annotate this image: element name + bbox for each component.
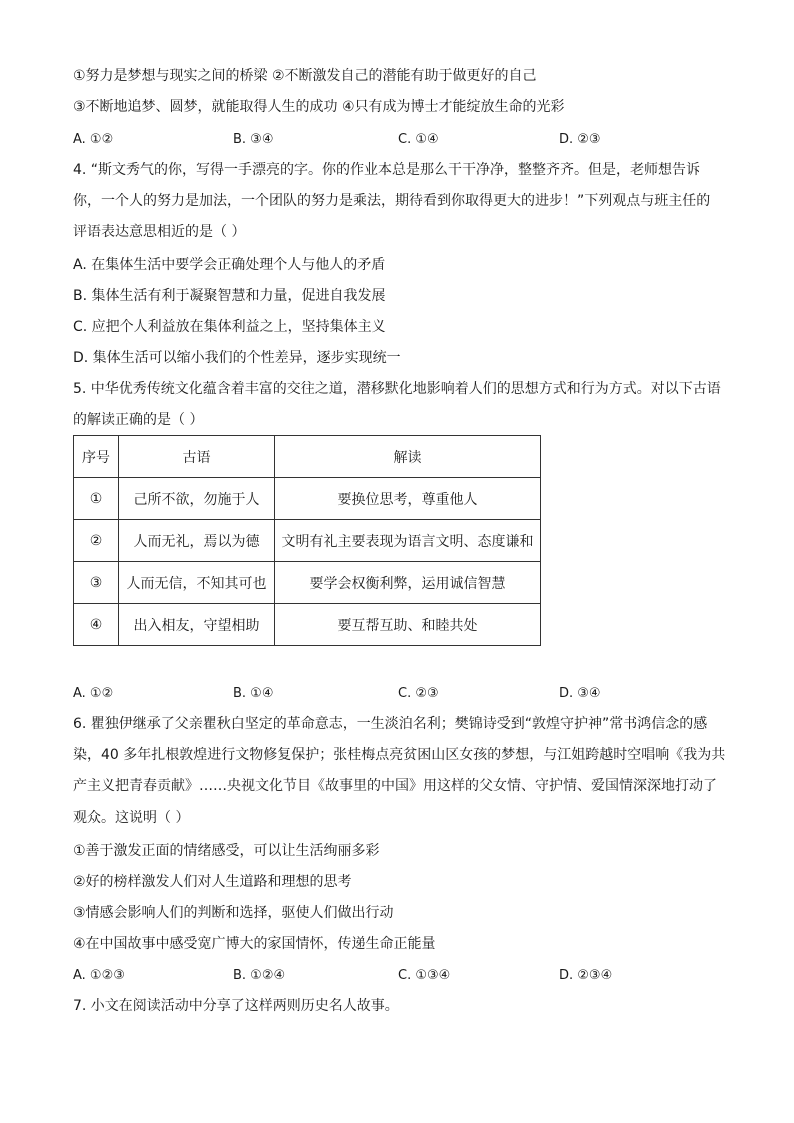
- q6-stem-line-2: 染，40 多年扎根敦煌进行文物修复保护；张桂梅点亮贫困山区女孩的梦想，与江姐跨越时空唱响《我为共: [73, 747, 726, 763]
- q5-option-c: C. ②③: [398, 686, 439, 701]
- q5-option-a: A. ①②: [73, 686, 114, 701]
- table-cell: 人而无信，不知其可也: [119, 562, 275, 604]
- table-cell: ③: [74, 562, 119, 604]
- q3-option-a: A. ①②: [73, 132, 114, 147]
- table-cell: 要学会权衡利弊，运用诚信智慧: [275, 562, 541, 604]
- q4-choice-d: D. 集体生活可以缩小我们的个性差异，逐步实现统一: [73, 350, 401, 366]
- q4-stem-line-3: 评语表达意思相近的是（ ）: [73, 224, 246, 240]
- table-cell: ④: [74, 604, 119, 646]
- table-cell: 出入相友，守望相助: [119, 604, 275, 646]
- q5-option-d: D. ③④: [559, 686, 601, 701]
- q6-option-b: B. ①②④: [233, 968, 286, 983]
- table-cell: 要互帮互助、和睦共处: [275, 604, 541, 646]
- q6-statement-2: ②好的榜样激发人们对人生道路和理想的思考: [73, 874, 352, 890]
- q3-statements-line-2: ③不断地追梦、圆梦，就能取得人生的成功 ④只有成为博士才能绽放生命的光彩: [73, 99, 565, 115]
- q7-stem: 7. 小文在阅读活动中分享了这样两则历史名人故事。: [73, 998, 399, 1014]
- table-cell: 要换位思考，尊重他人: [275, 478, 541, 520]
- table-header-cell: 解读: [275, 436, 541, 478]
- table-cell: 己所不欲，勿施于人: [119, 478, 275, 520]
- q3-option-c: C. ①④: [398, 132, 439, 147]
- q6-statement-4: ④在中国故事中感受宽广博大的家国情怀，传递生命正能量: [73, 936, 436, 952]
- table-row: [74, 478, 541, 520]
- q6-statement-1: ①善于激发正面的情绪感受，可以让生活绚丽多彩: [73, 843, 380, 859]
- table-cell: 文明有礼主要表现为语言文明、态度谦和: [275, 520, 541, 562]
- table-header-cell: 序号: [74, 436, 119, 478]
- q5-stem-line-1: 5. 中华优秀传统文化蕴含着丰富的交往之道，潜移默化地影响着人们的思想方式和行为方式。对以下古语: [73, 381, 721, 397]
- q4-stem-line-2: 你，一个人的努力是加法，一个团队的努力是乘法，期待看到你取得更大的进步！”下列观点与班主任的: [73, 193, 711, 209]
- table-cell: ②: [74, 520, 119, 562]
- table-cell: 人而无礼，焉以为德: [119, 520, 275, 562]
- table-row: [74, 562, 541, 604]
- q3-option-b: B. ③④: [233, 132, 274, 147]
- q6-option-d: D. ②③④: [559, 968, 613, 983]
- table-cell: ①: [74, 478, 119, 520]
- q3-statements-line-1: ①努力是梦想与现实之间的桥梁 ②不断激发自己的潜能有助于做更好的自己: [73, 68, 537, 84]
- table-row: [74, 520, 541, 562]
- q4-stem-line-1: 4. “斯文秀气的你，写得一手漂亮的字。你的作业本总是那么干干净净，整整齐齐。但是，老师想告诉: [73, 162, 701, 178]
- q4-choice-a: A. 在集体生活中要学会正确处理个人与他人的矛盾: [73, 257, 386, 273]
- table-header-cell: 古语: [119, 436, 275, 478]
- q5-table: [73, 435, 541, 646]
- q6-stem-line-3: 产主义把青春贡献》……央视文化节目《故事里的中国》用这样的父女情、守护情、爱国情深深地打动了: [73, 778, 717, 794]
- q6-option-a: A. ①②③: [73, 968, 125, 983]
- q6-stem-line-4: 观众。这说明（ ）: [73, 810, 190, 826]
- q6-stem-line-1: 6. 瞿独伊继承了父亲瞿秋白坚定的革命意志，一生淡泊名利；樊锦诗受到“敦煌守护神”常书鸿信念的感: [73, 716, 708, 732]
- q5-option-b: B. ①④: [233, 686, 274, 701]
- q6-statement-3: ③情感会影响人们的判断和选择，驱使人们做出行动: [73, 905, 394, 921]
- q3-option-d: D. ②③: [559, 132, 601, 147]
- q5-stem-line-2: 的解读正确的是（ ）: [73, 412, 204, 428]
- table-header-row: [74, 436, 541, 478]
- q6-option-c: C. ①③④: [398, 968, 451, 983]
- q4-choice-b: B. 集体生活有利于凝聚智慧和力量，促进自我发展: [73, 288, 386, 304]
- q4-choice-c: C. 应把个人利益放在集体利益之上，坚持集体主义: [73, 319, 386, 335]
- table-row: [74, 604, 541, 646]
